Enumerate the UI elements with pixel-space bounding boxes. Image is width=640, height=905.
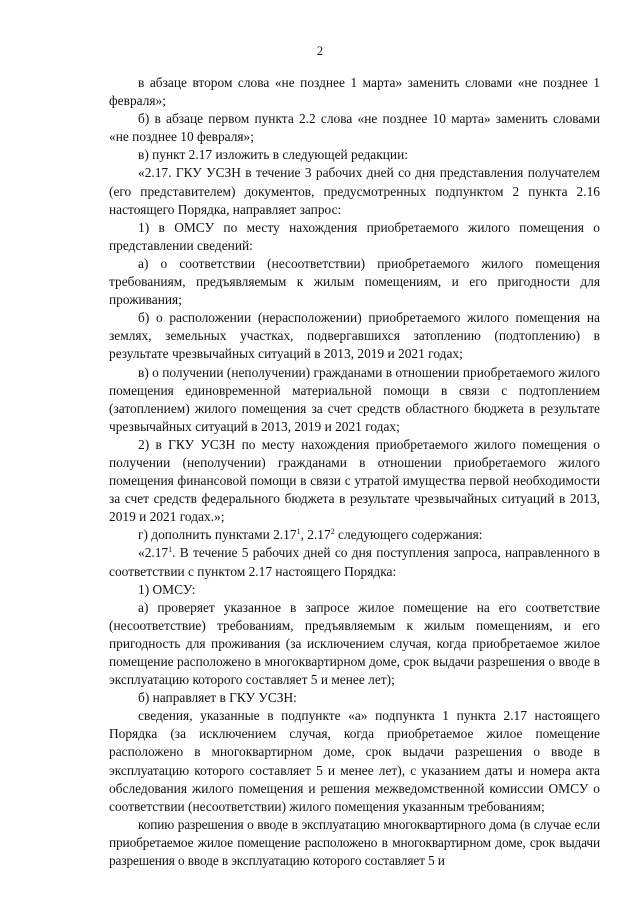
- page-number: 2: [316, 44, 324, 58]
- text-segment: «2.17: [138, 545, 169, 561]
- paragraph: сведения, указанные в подпункте «а» подпункта 1 пункта 2.17 настоящего Порядка (за исключением случая, когда приобретаемое жилое помещение расположено в многоквартирном доме, срок выдачи разрешения о вводе в эксплуатацию которого составляет 5 и менее лет), с указанием даты и номера акта обследования жилого помещения и решения межведомственной комиссии ОМСУ о соответствии (несоответствии) жилого помещения указанным требованиям;: [109, 708, 600, 814]
- paragraph-point-2-17-1: [109, 544, 600, 580]
- paragraph: «2.17. ГКУ УСЗН в течение 3 рабочих дней со дня представления получателем (его представителем) документов, предусмотренных подпунктом 2 пункта 2.16 настоящего Порядка, направляет запрос:: [109, 165, 600, 217]
- paragraph: 1) ОМСУ:: [138, 581, 196, 597]
- paragraph: копию разрешения о вводе в эксплуатацию многоквартирного дома (в случае если приобретаемое жилое помещение расположено в многоквартирном доме, срок выдачи разрешения о вводе в эксплуатацию которого составляет 5 и: [109, 816, 600, 869]
- paragraph: в) пункт 2.17 изложить в следующей редакции:: [138, 147, 408, 163]
- paragraph: б) направляет в ГКУ УСЗН:: [138, 690, 297, 706]
- paragraph: а) проверяет указанное в запросе жилое помещение на его соответствие (несоответствие) требованиям, предъявляемым к жилым помещениям, и его пригодность для проживания (за исключением случая, когда приобретаемое жилое помещение расположено в многоквартирном доме, срок выдачи разрешения о вводе в эксплуатацию которого составляет 5 и менее лет);: [109, 599, 600, 688]
- text-segment: . В течение 5 рабочих дней со дня поступления запроса, направленного в соответствии с пунктом 2.17 настоящего Порядка:: [109, 545, 600, 579]
- paragraph: 1) в ОМСУ по месту нахождения приобретаемого жилого помещения о представлении сведений:: [109, 219, 600, 253]
- text-segment: г) дополнить пунктами 2.17: [138, 527, 297, 543]
- superscript: 1: [296, 527, 301, 537]
- document-body: [109, 74, 600, 870]
- paragraph: в абзаце втором слова «не позднее 1 марта» заменить словами «не позднее 1 февраля»;: [109, 75, 600, 109]
- text-segment: следующего содержания:: [334, 527, 483, 543]
- paragraph: 2) в ГКУ УСЗН по месту нахождения приобретаемого жилого помещения о получении (неполучении) гражданами в отношении приобретаемого жилого помещения финансовой помощи в связи с утратой имущества первой необходимости за счет средств федерального бюджета в результате чрезвычайных ситуаций в 2013, 2019 и 2021 годах.»;: [109, 436, 600, 525]
- text-segment: , 2.17: [300, 527, 331, 543]
- paragraph-add-points: [109, 526, 600, 544]
- paragraph: а) о соответствии (несоответствии) приобретаемого жилого помещения требованиям, предъявляемым к жилым помещениям, и его пригодности для проживания;: [109, 255, 600, 308]
- paragraph: б) о расположении (нерасположении) приобретаемого жилого помещения на землях, земельных участках, подвергавшихся затоплению (подтоплению) в результате чрезвычайных ситуаций в 2013, 2019 и 2021 годах;: [109, 310, 600, 362]
- paragraph: в) о получении (неполучении) гражданами в отношении приобретаемого жилого помещения единовременной материальной помощи в связи с подтоплением (затоплением) жилого помещения за счет средств областного бюджета в результате чрезвычайных ситуаций в 2013, 2019 и 2021 годах;: [109, 364, 600, 434]
- paragraph: б) в абзаце первом пункта 2.2 слова «не позднее 10 марта» заменить словами «не позднее 10 февраля»;: [109, 111, 600, 145]
- superscript: 2: [330, 527, 335, 537]
- superscript: 1: [168, 545, 173, 555]
